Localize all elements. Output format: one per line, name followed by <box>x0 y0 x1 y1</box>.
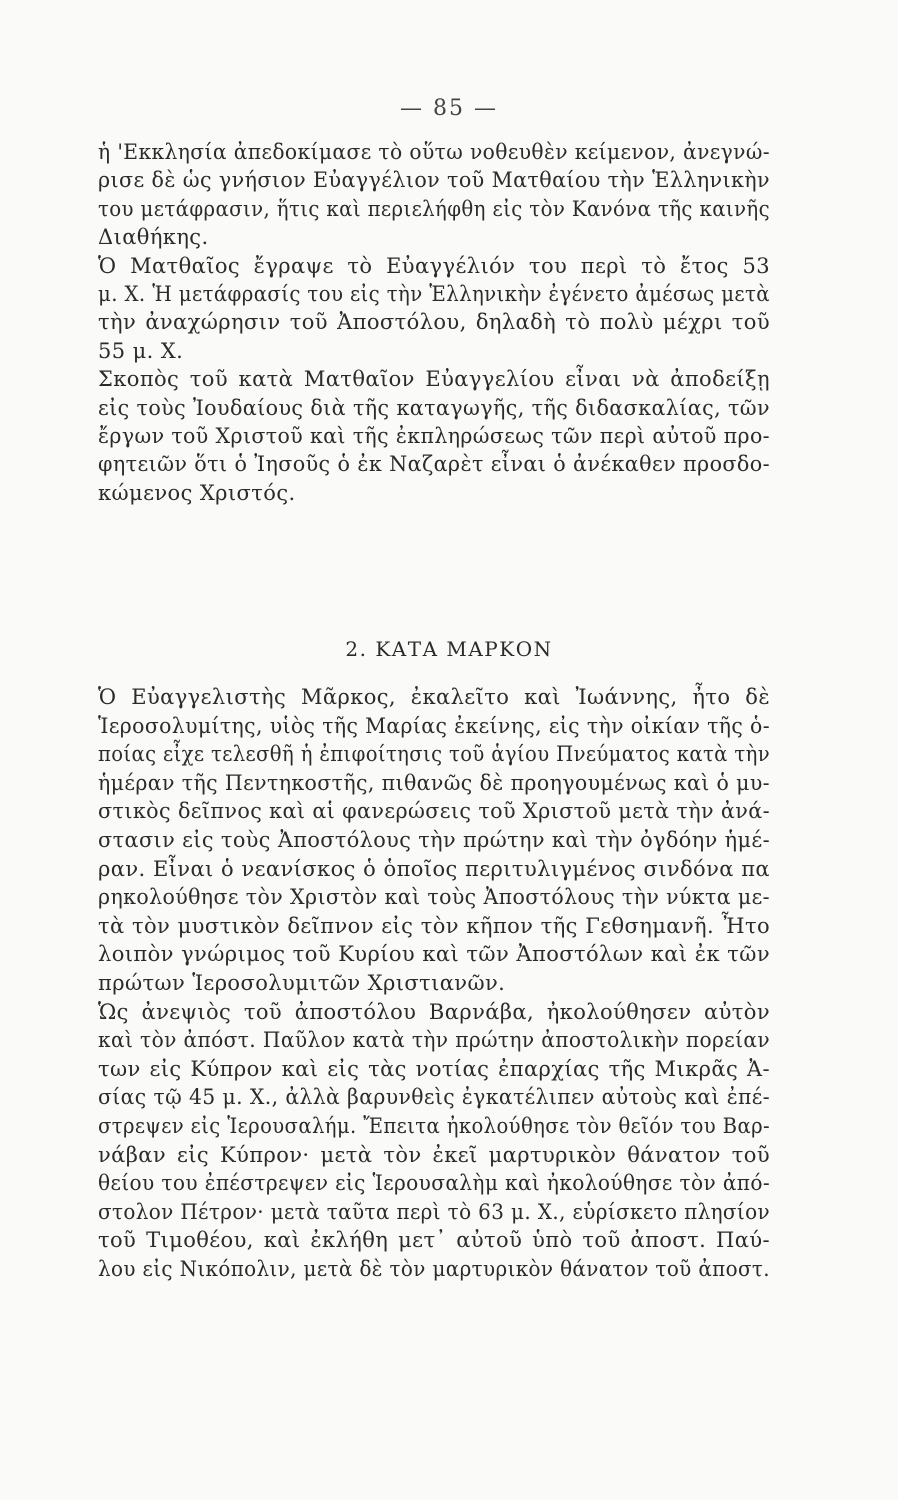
text-line: στικὸς δεῖπνος καὶ αἱ φανερώσεις τοῦ Χριστοῦ μετὰ τὴν ἀνά- <box>98 799 770 824</box>
text-line: λοιπὸν γνώριμος τοῦ Κυρίου καὶ τῶν Ἀποστόλων καὶ ἐκ τῶν <box>98 942 770 967</box>
text-line: ρισε δὲ ὡς γνήσιον Εὐαγγέλιον τοῦ Ματθαίου τὴν Ἑλληνικὴν <box>98 168 770 193</box>
text-line: εἰς τοὺς Ἰουδαίους διὰ τῆς καταγωγῆς, τῆς διδασκαλίας, τῶν <box>98 395 770 420</box>
section-heading: 2. ΚΑΤΑ ΜΑΡΚΟΝ <box>345 637 553 661</box>
text-line: ἡμέραν τῆς Πεντηκοστῆς, πιθανῶς δὲ προηγουμένως καὶ ὁ μυ- <box>98 770 770 795</box>
text-line: λου εἰς Νικόπολιν, μετὰ δὲ τὸν μαρτυρικὸν θάνατον τοῦ ἀποστ. <box>98 1256 770 1281</box>
text-line: φητειῶν ὅτι ὁ Ἰησοῦς ὁ ἐκ Ναζαρὲτ εἶναι ὁ ἀνέκαθεν προσδο- <box>98 452 770 477</box>
text-line: του μετάφρασιν, ἥτις καὶ περιελήφθη εἰς τὸν Κανόνα τῆς καινῆς <box>98 196 770 221</box>
text-line: Σκοπὸς τοῦ κατὰ Ματθαῖον Εὐαγγελίου εἶναι νὰ ἀποδείξῃ <box>98 367 770 392</box>
text-line: ποίας εἶχε τελεσθῆ ἡ ἐπιφοίτησις τοῦ ἁγίου Πνεύματος κατὰ τὴν <box>98 742 770 767</box>
text-line: τὰ τὸν μυστικὸν δεῖπνον εἰς τὸν κῆπον τῆς Γεθσημανῆ. Ἦτο <box>98 913 770 938</box>
text-line: ρηκολούθησε τὸν Χριστὸν καὶ τοὺς Ἀποστόλους τὴν νύκτα με- <box>98 885 770 910</box>
text-line: Ἱεροσολυμίτης, υἱὸς τῆς Μαρίας ἐκείνης, εἰς τὴν οἰκίαν τῆς ὁ- <box>98 713 770 738</box>
text-line: Ὁ Ματθαῖος ἔγραψε τὸ Εὐαγγέλιόν του περὶ τὸ ἔτος 53 <box>98 253 770 278</box>
text-line: πρώτων Ἱεροσολυμιτῶν Χριστιανῶν. <box>98 970 506 995</box>
text-line: σίας τῷ 45 μ. Χ., ἀλλὰ βαρυνθεὶς ἐγκατέλιπεν αὐτοὺς καὶ ἐπέ- <box>98 1085 770 1110</box>
text-line: στασιν εἰς τοὺς Ἀποστόλους τὴν πρώτην καὶ τὴν ὀγδόην ἡμέ- <box>98 827 770 852</box>
text-line: θείου του ἐπέστρεψεν εἰς Ἱερουσαλὴμ καὶ ἠκολούθησε τὸν ἀπό- <box>98 1171 770 1196</box>
text-line: κώμενος Χριστός. <box>98 480 296 505</box>
text-line: Ὁ Εὐαγγελιστὴς Μᾶρκος, ἐκαλεῖτο καὶ Ἰωάννης, ἦτο δὲ <box>98 685 770 709</box>
text-line: ραν. Εἶναι ὁ νεανίσκος ὁ ὁποῖος περιτυλιγμένος σινδόνα πα <box>98 856 770 881</box>
text-line: 55 μ. Χ. <box>98 338 184 363</box>
text-line: ἡ 'Εκκλησία ἀπεδοκίμασε τὸ οὕτω νοθευθὲν κείμενον, ἀνεγνώ- <box>98 140 770 164</box>
text-line: τὴν ἀναχώρησιν τοῦ Ἀποστόλου, δηλαδὴ τὸ πολὺ μέχρι τοῦ <box>98 310 770 335</box>
text-line: στολον Πέτρον· μετὰ ταῦτα περὶ τὸ 63 μ. Χ., εὑρίσκετο πλησίον <box>98 1199 770 1224</box>
text-line: Ὡς ἀνεψιὸς τοῦ ἀποστόλου Βαρνάβα, ἠκολούθησεν αὐτὸν <box>98 999 770 1024</box>
text-line: των εἰς Κύπρον καὶ εἰς τὰς νοτίας ἐπαρχίας τῆς Μικρᾶς Ἀ- <box>98 1056 770 1081</box>
text-line: Διαθήκης. <box>98 225 209 250</box>
text-line: τοῦ Τιμοθέου, καὶ ἐκλήθη μετ᾽ αὐτοῦ ὑπὸ τοῦ ἀποστ. Παύ- <box>98 1228 770 1253</box>
text-line: καὶ τὸν ἀπόστ. Παῦλον κατὰ τὴν πρώτην ἀποστολικὴν πορείαν <box>98 1028 770 1053</box>
section-2-text <box>98 683 770 1283</box>
text-line: στρεψεν εἰς Ἱερουσαλήμ. Ἔπειτα ἠκολούθησε τὸν θεῖόν του Βαρ- <box>98 1113 770 1138</box>
page-number: — 85 — <box>400 96 498 121</box>
text-line: ἔργων τοῦ Χριστοῦ καὶ τῆς ἐκπληρώσεως τῶν περὶ αὐτοῦ προ- <box>98 424 770 449</box>
text-line: νάβαν εἰς Κύπρον· μετὰ τὸν ἐκεῖ μαρτυρικὸν θάνατον τοῦ <box>98 1142 770 1167</box>
section-1-text <box>98 138 770 507</box>
text-line: μ. Χ. Ἡ μετάφρασίς του εἰς τὴν Ἑλληνικὴν ἐγένετο ἀμέσως μετὰ <box>98 282 770 307</box>
